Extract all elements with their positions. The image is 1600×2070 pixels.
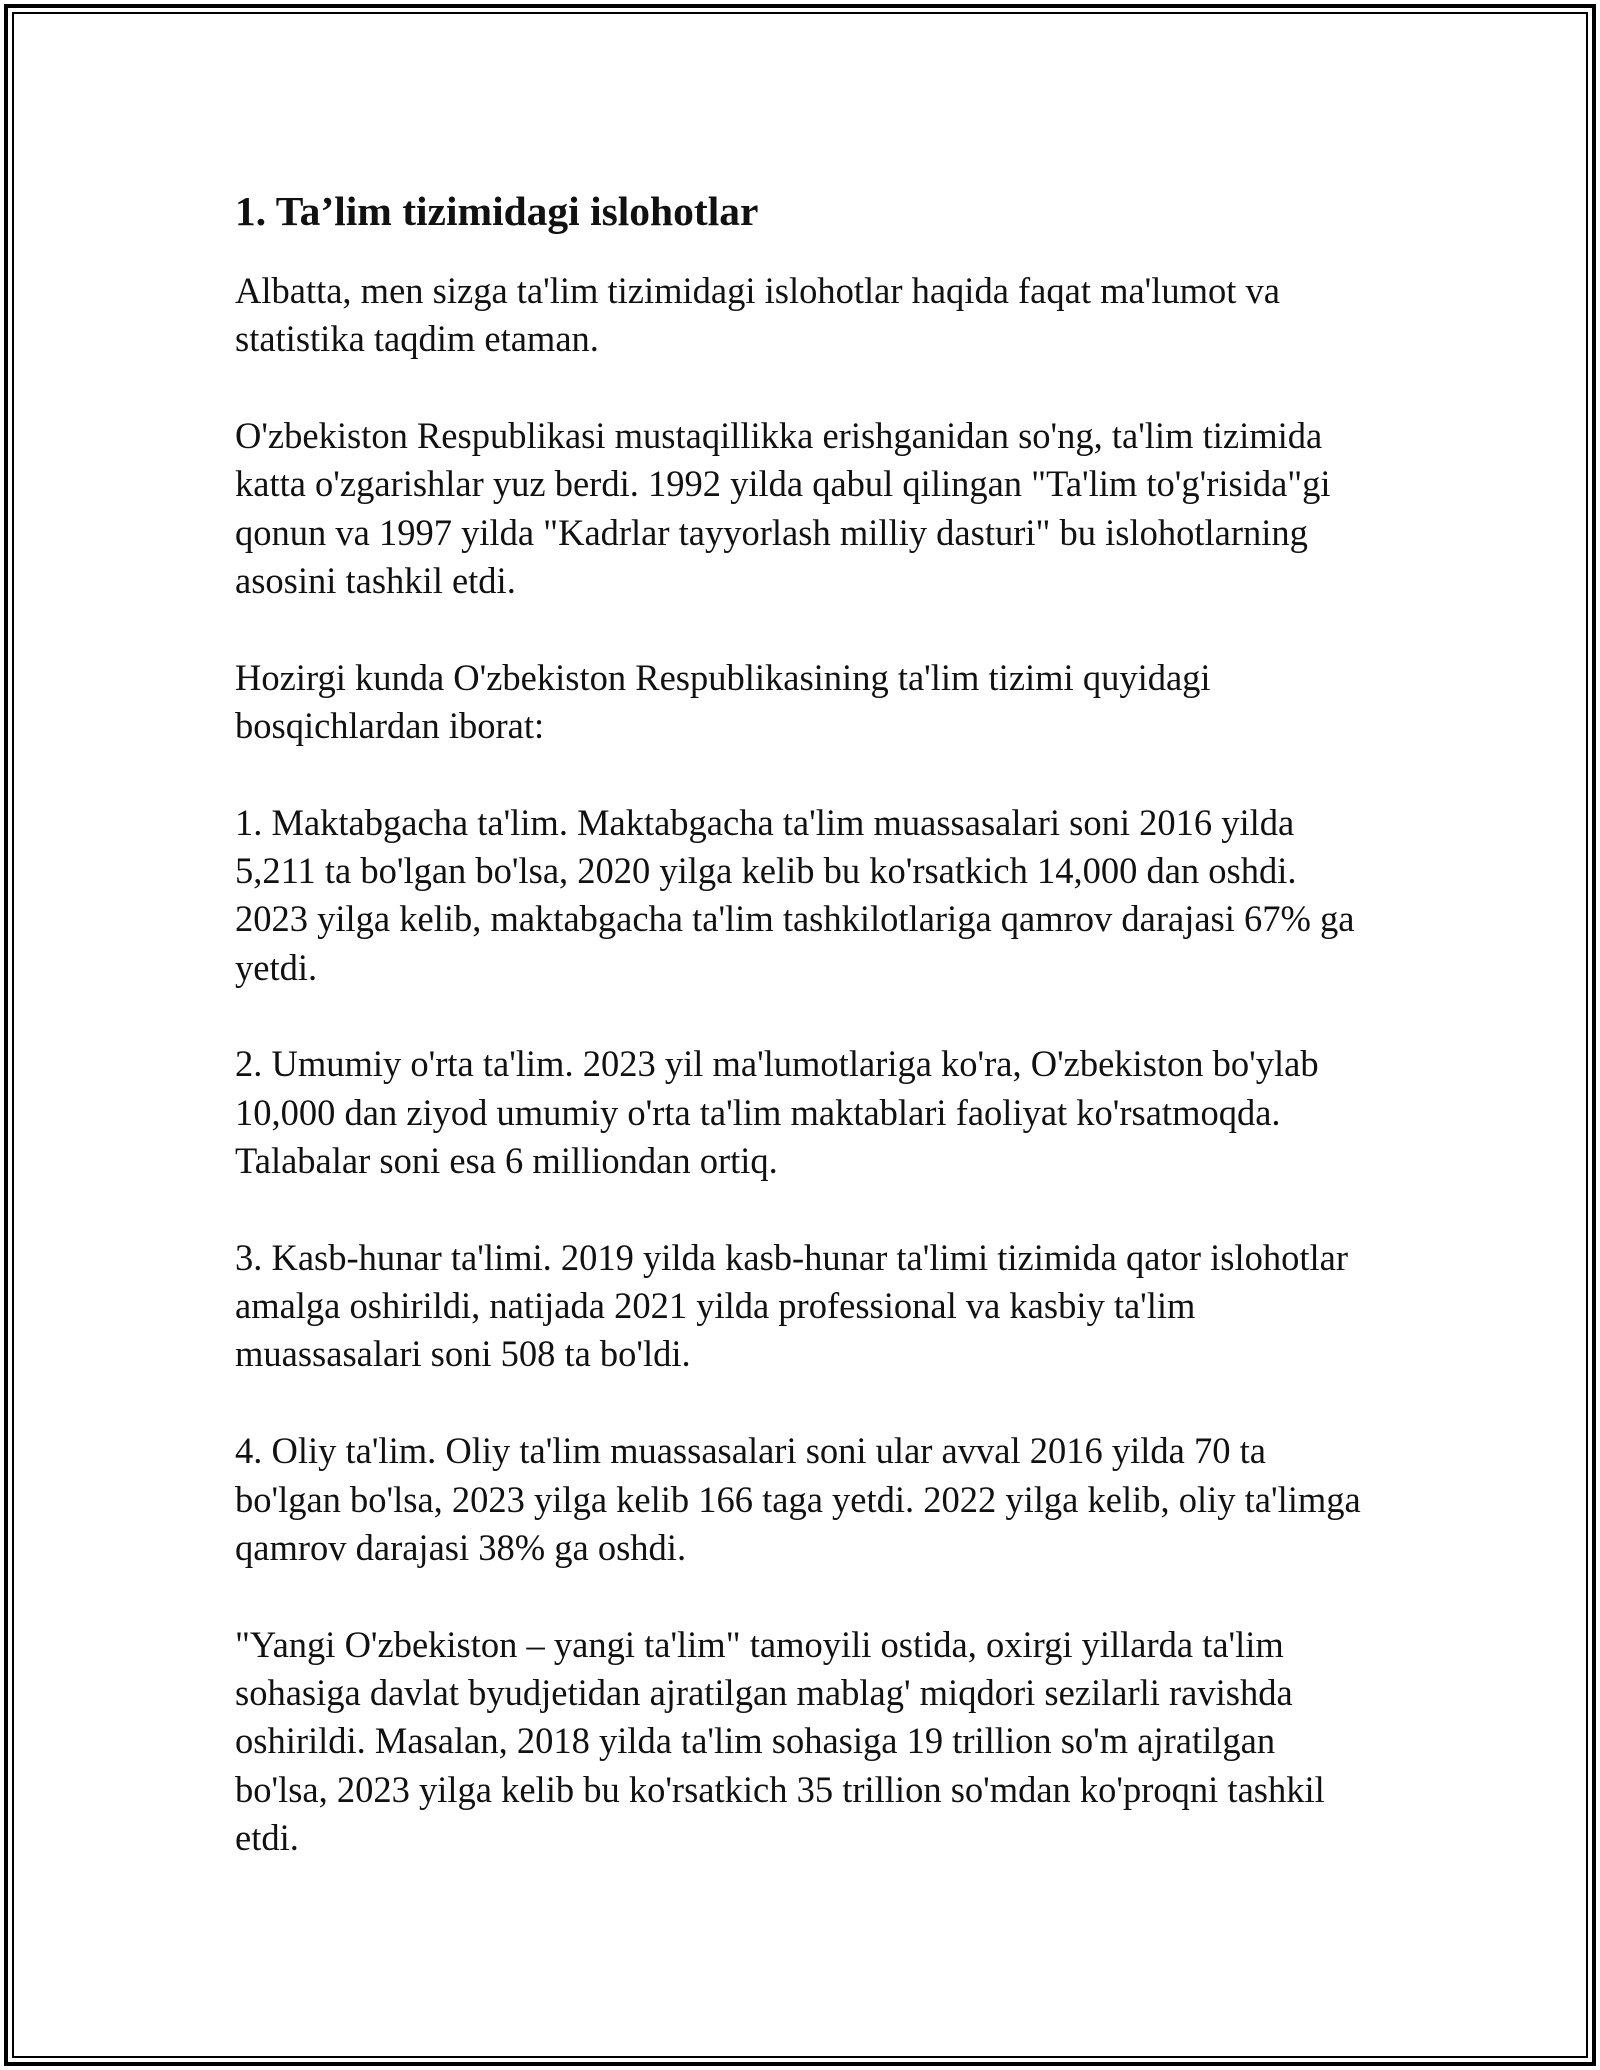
paragraph-history: O'zbekiston Respublikasi mustaqillikka erishganidan so'ng, ta'lim tizimida katta o'zgarishlar yuz berdi. 1992 yilda qabul qilingan "Ta'lim to'g'risida"gi qonun va 1997 yilda "Kadrlar tayyorlash milliy dasturi" bu islohotlarning asosini tashkil etdi.: [235, 415, 1331, 602]
paragraph-intro: Albatta, men sizga ta'lim tizimidagi islohotlar haqida faqat ma'lumot va statistika taqdim etaman.: [235, 270, 1281, 360]
document-content: [235, 186, 1372, 1862]
paragraph-stages-intro: Hozirgi kunda O'zbekiston Respublikasining ta'lim tizimi quyidagi bosqichlardan iborat:: [235, 656, 1211, 747]
paragraph-general-secondary: 2. Umumiy o'rta ta'lim. 2023 yil ma'lumotlariga ko'ra, O'zbekiston bo'ylab 10,000 dan ziyod umumiy o'rta ta'lim maktablari faoliyat ko'rsatmoqda. Talabalar soni esa 6 milliondan ortiq.: [235, 1043, 1319, 1182]
section-heading: 1. Ta’lim tizimidagi islohotlar: [235, 188, 759, 234]
paragraph-vocational: 3. Kasb-hunar ta'limi. 2019 yilda kasb-hunar ta'limi tizimida qator islohotlar amalga oshirildi, natijada 2021 yilda professional va kasbiy ta'lim muassasalari soni 508 ta bo'ldi.: [235, 1236, 1348, 1375]
paragraph-higher-education: 4. Oliy ta'lim. Oliy ta'lim muassasalari soni ular avval 2016 yilda 70 ta bo'lgan bo'lsa, 2023 yilga kelib 166 taga yetdi. 2022 yilga kelib, oliy ta'limga qamrov darajasi 38% ga oshdi.: [235, 1430, 1361, 1568]
paragraph-preschool: 1. Maktabgacha ta'lim. Maktabgacha ta'lim muassasalari soni 2016 yilda 5,211 ta bo'lgan bo'lsa, 2020 yilga kelib bu ko'rsatkich 14,000 dan oshdi. 2023 yilga kelib, maktabgacha ta'lim tashkilotlariga qamrov darajasi 67% ga yetdi.: [235, 801, 1355, 988]
paragraph-budget: "Yangi O'zbekiston – yangi ta'lim" tamoyili ostida, oxirgi yillarda ta'lim sohasiga davlat byudjetidan ajratilgan mablag' miqdori sezilarli ravishda oshirildi. Masalan, 2018 yilda ta'lim sohasiga 19 trillion so'm ajratilgan bo'lsa, 2023 yilga kelib bu ko'rsatkich 35 trillion so'mdan ko'proqni tashkil etdi.: [235, 1623, 1325, 1858]
